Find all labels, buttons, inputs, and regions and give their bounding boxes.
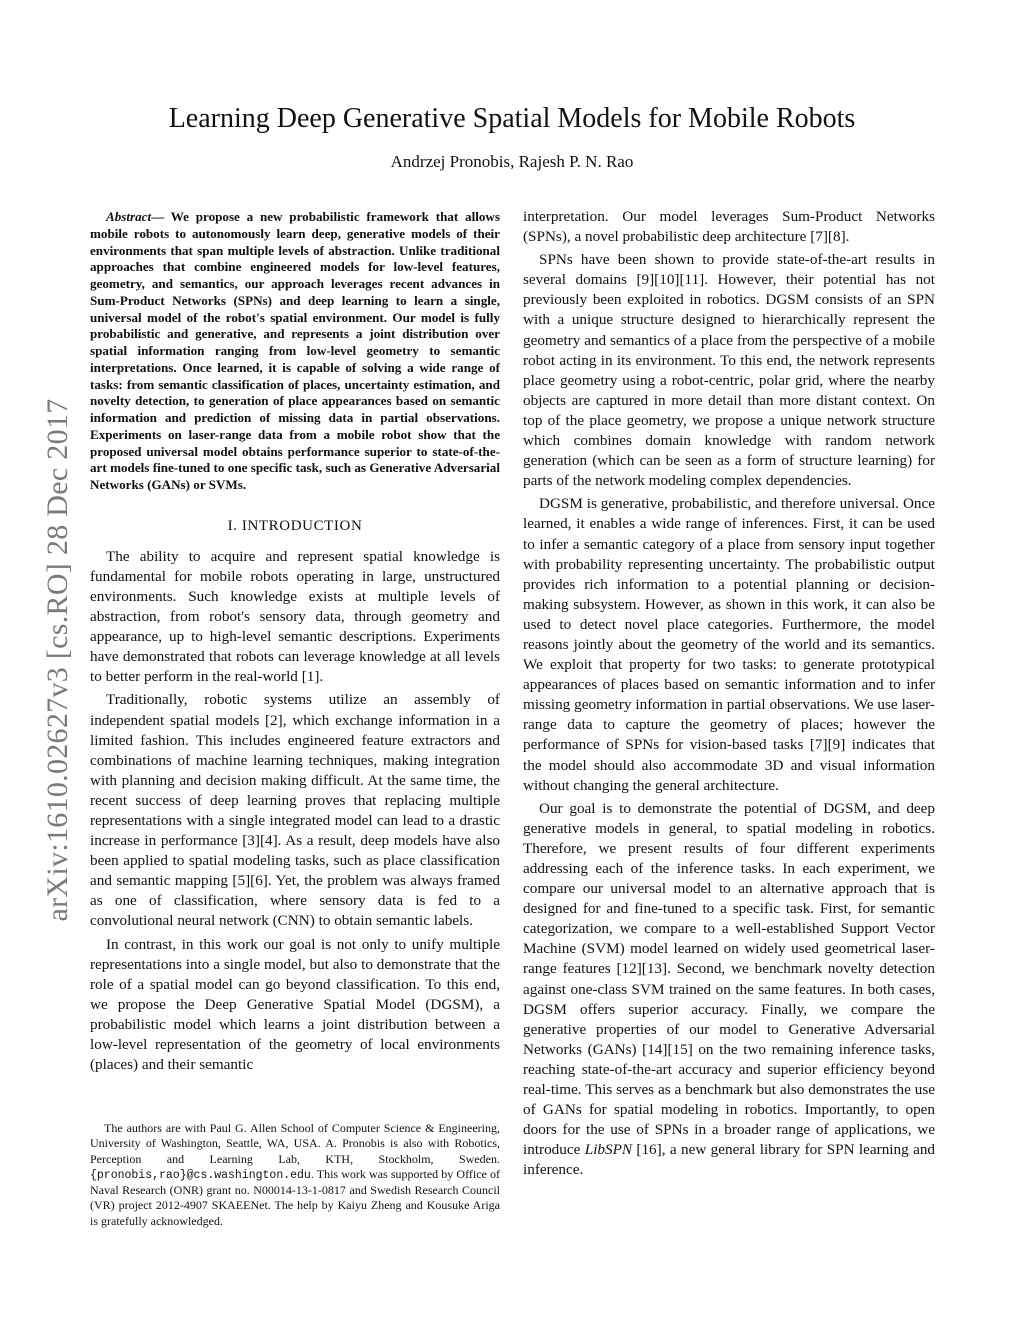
paragraph-text: Our goal is to demonstrate the potential of DGSM, and deep generative models in general, to spatial modeling in robotics. Therefore, we present results of four different experiments addressing each of the inference tasks. In each experiment, we compare our universal model to an alternative approach that is designed for and fine-tuned to a specific task. First, for semantic categorization, we compare to a well-established Support Vector Machine (SVM) model learned on widely used geometrical laser-range features [12][13]. Second, we benchmark novelty detection against one-class SVM trained on the same features. In both cases, DGSM offers superior accuracy. Finally, we compare the generative properties of our model to Generative Adversarial Networks (GANs) [14][15] on the two remaining inference tasks, reaching state-of-the-art accuracy and superior efficiency beyond real-time. This serves as a benchmark but also demonstrates the use of GANs for spatial modeling in robotics. Importantly, to open doors for the use of SPNs in a broader range of applications, we introduce [523, 799, 935, 1159]
paper-authors: Andrzej Pronobis, Rajesh P. N. Rao [390, 152, 634, 171]
footnote-text: . This work was supported by Office of Naval Research (ONR) grant no. N00014-13-1-0817 and Swedish Research Council (VR) project 2012-4907 SKAEENet. The help by Kaiyu Zheng and Kousuke Ariga is gratefully acknowledged. [90, 1166, 500, 1228]
paper-title: Learning Deep Generative Spatial Models for Mobile Robots [168, 103, 856, 134]
paragraph: DGSM is generative, probabilistic, and therefore universal. Once learned, it enables a wide range of inferences. First, it can be used to infer a semantic category of a place from sensory input together with probability representing uncertainty. The probabilistic output provides rich information to a potential planning or decision-making subsystem. However, as shown in this work, it can also be used to detect novel place categories. Furthermore, the model reasons jointly about the geometry of the world and its semantics. We exploit that property for two tasks: to generate prototypical appearances of places based on semantic information and to infer missing geometry information in partial observations. We use laser-range data to capture the geometry of places; however the performance of SPNs for vision-based tasks [7][9] indicates that the model should also accommodate 3D and visual information without changing the general architecture. [523, 495, 935, 794]
paragraph-text: [16], a new general library for SPN learning and inference. [523, 1141, 936, 1179]
paragraph: SPNs have been shown to provide state-of-the-art results in several domains [9][10][11]. However, their potential has not previously been exploited in robotics. DGSM consists of an SPN with a unique structure designed to hierarchically represent the geometry and semantics of a place from the perspective of a mobile robot acting in its environment. To this end, the network represents place geometry using a robot-centric, polar grid, where the nearby objects are captured in more detail than more distant context. On top of the place geometry, we propose a unique network structure which combines domain knowledge with random network generation (which can be seen as a form of structure learning) for parts of the network modeling complex dependencies. [523, 251, 935, 490]
paragraph: The ability to acquire and represent spatial knowledge is fundamental for mobile robots operating in large, unstructured environments. Such knowledge exists at multiple levels of abstraction, from robot's sensory data, through geometry and appearance, up to high-level semantic descriptions. Experiments have demonstrated that robots can leverage knowledge at all levels to better perform in the real-world [1]. [90, 547, 500, 686]
paragraph: Traditionally, robotic systems utilize an assembly of independent spatial models [2], which exchange information in a limited fashion. This includes engineered feature extractors and combinations of machine learning techniques, making integration with planning and decision making difficult. At the same time, the recent success of deep learning proves that replacing multiple representations with a single integrated model can lead to a drastic increase in performance [3][4]. As a result, deep models have also been applied to spatial modeling tasks, such as place classification and semantic mapping [5][6]. Yet, the problem was always framed as one of classification, where sensory data is fed to a convolutional neural network (CNN) to obtain semantic labels. [90, 691, 500, 930]
left-column [90, 209, 500, 1078]
footnote-email-link[interactable]: {pronobis,rao}@cs.washington.edu [90, 1168, 311, 1182]
paragraph [523, 799, 935, 1181]
abstract-dash: — [151, 209, 171, 224]
author-footnote [90, 1121, 500, 1229]
paragraph: interpretation. Our model leverages Sum-Product Networks (SPNs), a novel probabilistic deep architecture [7][8]. [523, 208, 935, 246]
abstract [90, 209, 500, 494]
right-column [523, 207, 935, 1184]
footnote-text: The authors are with Paul G. Allen School of Computer Science & Engineering, University of Washington, Seattle, WA, USA. A. Pronobis is also with Robotics, Perception and Learning Lab, KTH, Stockholm, Sweden. [90, 1121, 500, 1166]
libspn-name: LibSPN [584, 1141, 633, 1159]
arxiv-identifier: arXiv:1610.02627v3 [cs.RO] 28 Dec 2017 [41, 398, 74, 922]
paragraph: In contrast, in this work our goal is not only to unify multiple representations into a single model, but also to demonstrate that the role of a spatial model can go beyond classification. To this end, we propose the Deep Generative Spatial Model (DGSM), a probabilistic model which learns a joint distribution between a low-level representation of the geometry of local environments (places) and their semantic [90, 935, 500, 1074]
abstract-text: We propose a new probabilistic framework that allows mobile robots to autonomously learn deep, generative models of their environments that span multiple levels of abstraction. Unlike traditional approaches that combine engineered models for low-level features, geometry, and semantics, our approach leverages recent advances in Sum-Product Networks (SPNs) and deep learning to learn a single, universal model of the robot's spatial environment. Our model is fully probabilistic and generative, and represents a joint distribution over spatial information ranging from low-level geometry to semantic interpretations. Once learned, it is capable of solving a wide range of tasks: from semantic classification of places, uncertainty estimation, and novelty detection, to generation of place appearances based on semantic information and prediction of missing data in partial observations. Experiments on laser-range data from a mobile robot show that the proposed universal model obtains performance superior to state-of-the-art models fine-tuned to one specific task, such as Generative Adversarial Networks (GANs) or SVMs. [90, 209, 500, 492]
section-heading-introduction: I. INTRODUCTION [227, 517, 363, 534]
abstract-label: Abstract [106, 209, 152, 224]
